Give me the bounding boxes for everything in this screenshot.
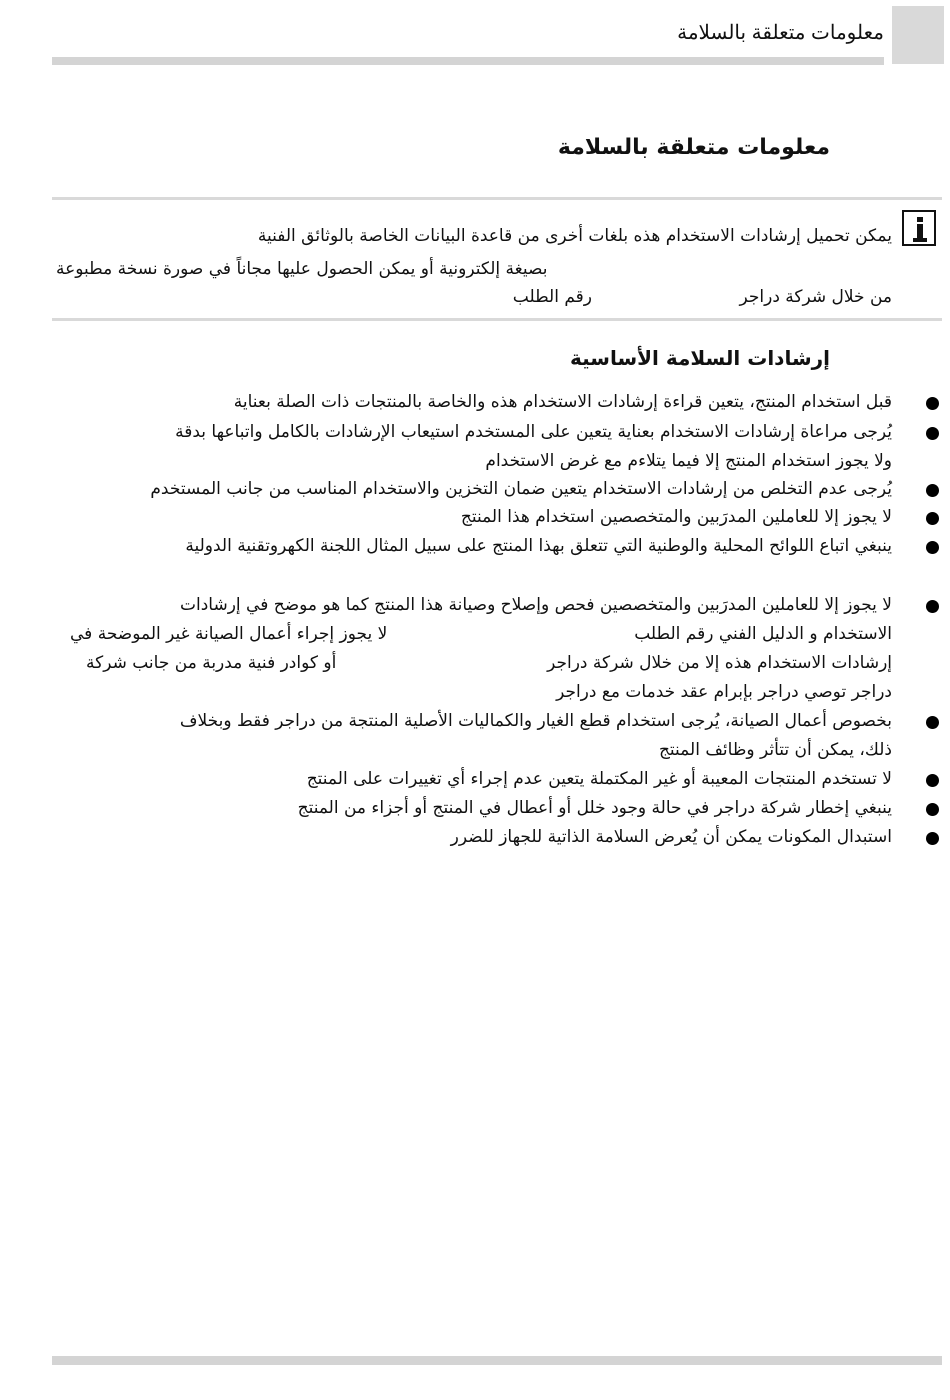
info-line-2: بصيغة إلكترونية أو يمكن الحصول عليها مجاناً في صورة نسخة مطبوعة	[56, 259, 548, 279]
section-divider-top	[52, 197, 942, 200]
bullet-line: يُرجى مراعاة إرشادات الاستخدام بعناية يتعين على المستخدم استيعاب الإرشادات بالكامل واتباعها بدقة	[175, 422, 892, 442]
bullet-icon	[926, 427, 939, 440]
header-title: معلومات متعلقة بالسلامة	[677, 22, 884, 44]
bullet-line: دراجر توصي دراجر بإبرام عقد خدمات مع دراجر	[556, 682, 892, 702]
bullet-line: قبل استخدام المنتج، يتعين قراءة إرشادات الاستخدام هذه والخاصة بالمنتجات ذات الصلة بعناية	[233, 392, 892, 412]
bullet-line: إرشادات الاستخدام هذه إلا من خلال شركة دراجر	[547, 653, 892, 673]
bullet-line: أو كوادر فنية مدربة من جانب شركة	[86, 653, 337, 673]
bullet-line: لا يجوز إجراء أعمال الصيانة غير الموضحة في	[70, 624, 388, 644]
header-corner-block	[892, 6, 944, 64]
bullet-icon	[926, 541, 939, 554]
info-line-3-company: من خلال شركة دراجر	[739, 287, 892, 307]
bullet-icon	[926, 774, 939, 787]
bullet-icon	[926, 832, 939, 845]
bullet-line: ينبغي اتباع اللوائح المحلية والوطنية التي تتعلق بهذا المنتج على سبيل المثال اللجنة الكهروتقنية الدولية	[185, 536, 892, 556]
bullet-icon	[926, 484, 939, 497]
bullet-line: لا يجوز إلا للعاملين المدرَبين والمتخصصين فحص وإصلاح وصيانة هذا المنتج كما هو موضح في إرشادات	[179, 595, 892, 615]
info-line-1: يمكن تحميل إرشادات الاستخدام هذه بلغات أخرى من قاعدة البيانات الخاصة بالوثائق الفنية	[257, 226, 892, 246]
bullet-line: استبدال المكونات يمكن أن يُعرض السلامة الذاتية للجهاز للضرر	[450, 827, 892, 847]
footer-divider	[52, 1356, 942, 1365]
bullet-line: لا يجوز إلا للعاملين المدرَبين والمتخصصين استخدام هذا المنتج	[460, 507, 892, 527]
section-divider-bottom	[52, 318, 942, 321]
bullet-line: يُرجى عدم التخلص من إرشادات الاستخدام يتعين ضمان التخزين والاستخدام المناسب من جانب المستخدم	[150, 479, 892, 499]
page-title: معلومات متعلقة بالسلامة	[557, 135, 830, 160]
info-line-3-order-number: رقم الطلب	[512, 287, 592, 307]
bullet-line: بخصوص أعمال الصيانة، يُرجى استخدام قطع الغيار والكماليات الأصلية المنتجة من دراجر فقط وبخلاف	[179, 711, 892, 731]
bullet-line: لا تستخدم المنتجات المعيبة أو غير المكتملة يتعين عدم إجراء أي تغييرات على المنتج	[306, 769, 892, 789]
info-icon	[902, 210, 936, 246]
bullet-icon	[926, 397, 939, 410]
bullet-icon	[926, 600, 939, 613]
bullet-line: ولا يجوز استخدام المنتج إلا فيما يتلاءم مع غرض الاستخدام	[485, 451, 892, 471]
bullet-line: ينبغي إخطار شركة دراجر في حالة وجود خلل أو أعطال في المنتج أو أجزاء من المنتج	[297, 798, 892, 818]
bullet-line: ذلك، يمكن أن تتأثر وظائف المنتج	[658, 740, 892, 760]
bullet-icon	[926, 716, 939, 729]
header-divider	[52, 57, 884, 65]
bullet-line: الاستخدام و الدليل الفني رقم الطلب	[634, 624, 892, 644]
section-heading: إرشادات السلامة الأساسية	[570, 346, 830, 370]
bullet-icon	[926, 803, 939, 816]
bullet-icon	[926, 512, 939, 525]
